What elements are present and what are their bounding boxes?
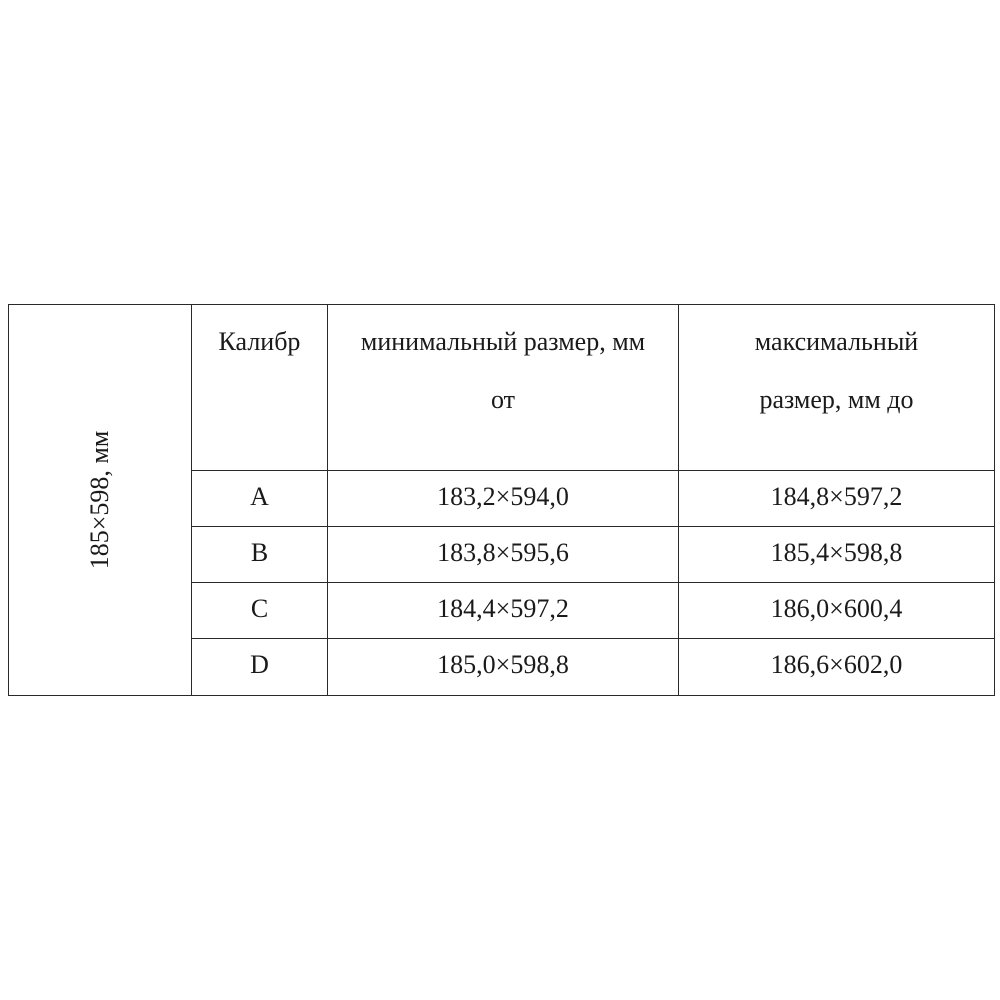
max-size-cell: 184,8×597,2: [679, 471, 995, 527]
min-size-cell: 185,0×598,8: [328, 639, 679, 696]
caliber-cell: D: [192, 639, 328, 696]
max-size-cell: 186,0×600,4: [679, 583, 995, 639]
min-size-header: минимальный размер, мм от: [328, 305, 679, 471]
nominal-size-cell: [9, 305, 192, 696]
nominal-size-label: 185×598, мм: [85, 430, 115, 570]
max-size-header: максимальный размер, мм до: [679, 305, 995, 471]
min-size-cell: 183,2×594,0: [328, 471, 679, 527]
caliber-cell: A: [192, 471, 328, 527]
min-size-cell: 183,8×595,6: [328, 527, 679, 583]
caliber-header: Калибр: [192, 305, 328, 471]
caliber-cell: C: [192, 583, 328, 639]
max-size-cell: 185,4×598,8: [679, 527, 995, 583]
min-size-cell: 184,4×597,2: [328, 583, 679, 639]
size-table: [8, 304, 995, 696]
header-row: [9, 305, 995, 471]
caliber-cell: B: [192, 527, 328, 583]
max-size-cell: 186,6×602,0: [679, 639, 995, 696]
